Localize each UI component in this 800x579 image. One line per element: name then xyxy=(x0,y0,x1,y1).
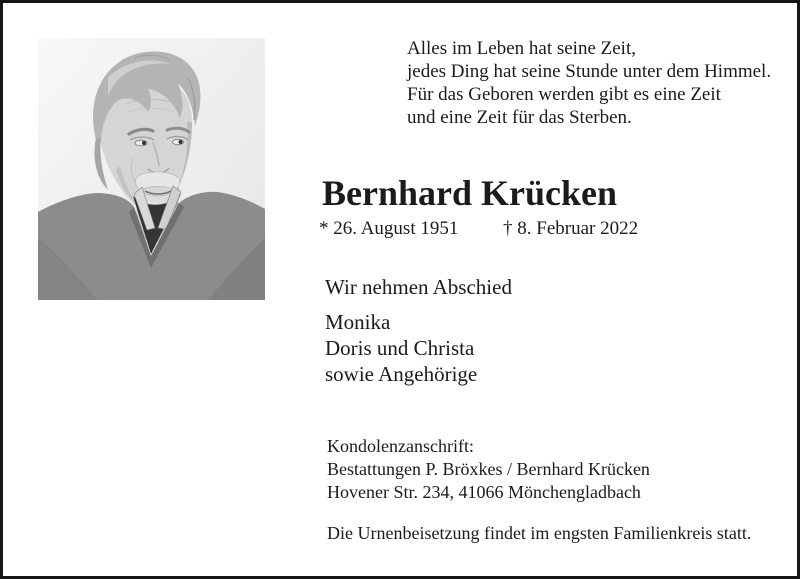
death-date: † 8. Februar 2022 xyxy=(503,218,639,239)
birth-date: * 26. August 1951 xyxy=(319,218,459,239)
condolence-label: Kondolenzanschrift: xyxy=(327,436,474,456)
portrait-photo xyxy=(38,38,265,300)
condolence-address-line-1: Bestattungen P. Bröxkes / Bernhard Krücken xyxy=(327,459,650,479)
burial-notice: Die Urnenbeisetzung findet im engsten Familienkreis statt. xyxy=(327,523,752,543)
quote-line-1: Alles im Leben hat seine Zeit, xyxy=(407,38,636,59)
mourner-3: sowie Angehörige xyxy=(325,362,478,386)
farewell-heading: Wir nehmen Abschied xyxy=(325,275,512,299)
mourner-2: Doris und Christa xyxy=(325,336,475,360)
deceased-name: Bernhard Krücken xyxy=(322,173,618,213)
condolence-address-line-2: Hovener Str. 234, 41066 Mönchengladbach xyxy=(327,482,641,502)
quote-line-4: und eine Zeit für das Sterben. xyxy=(407,107,632,128)
quote-line-3: Für das Geboren werden gibt es eine Zeit xyxy=(407,84,721,105)
portrait-photo-image xyxy=(38,38,265,300)
memorial-quote xyxy=(407,37,771,129)
mourner-1: Monika xyxy=(325,310,391,334)
condolence-block xyxy=(327,435,650,504)
mourners-list xyxy=(325,309,477,387)
quote-line-2: jedes Ding hat seine Stunde unter dem Himmel. xyxy=(407,61,772,82)
life-dates xyxy=(319,217,638,240)
